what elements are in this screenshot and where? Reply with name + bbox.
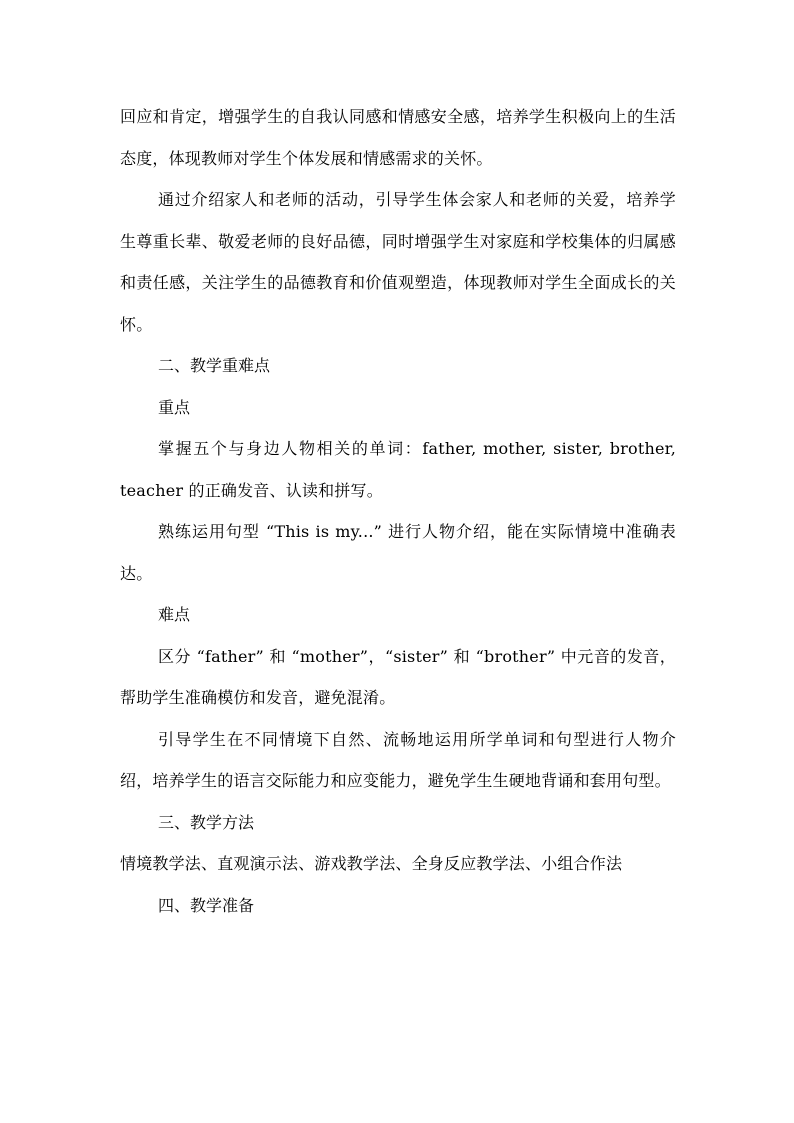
paragraph-affirmation: 回应和肯定，增强学生的自我认同感和情感安全感，培养学生积极向上的生活态度，体现教师对学生个体发展和情感需求的关怀。	[120, 107, 676, 168]
section-heading-teaching-methods: 三、教学方法	[158, 812, 255, 832]
document-body	[120, 96, 676, 926]
paragraph-teaching-methods-list: 情境教学法、直观演示法、游戏教学法、全身反应教学法、小组合作法	[120, 854, 623, 873]
subheading-difficult-points: 难点	[158, 605, 191, 624]
section-heading-key-difficult-points: 二、教学重难点	[158, 356, 271, 375]
subheading-key-points: 重点	[158, 397, 191, 417]
paragraph-vowel-distinction: 区分 “father” 和 “mother”，“sister” 和 “brother” 中元音的发音，帮助学生准确模仿和发音，避免混淆。	[120, 646, 676, 707]
paragraph-sentence-pattern: 熟练运用句型 “This is my...” 进行人物介绍，能在实际情境中准确表达。	[120, 522, 676, 583]
paragraph-vocabulary: 掌握五个与身边人物相关的单词：father, mother, sister, brother, teacher 的正确发音、认读和拼写。	[120, 439, 676, 500]
section-heading-teaching-preparation: 四、教学准备	[158, 895, 255, 915]
paragraph-family-teacher-care: 通过介绍家人和老师的活动，引导学生体会家人和老师的关爱，培养学生尊重长辈、敬爱老师的良好品德，同时增强学生对家庭和学校集体的归属感和责任感，关注学生的品德教育和价值观塑造，体现教师对学生全面成长的关怀。	[120, 190, 676, 334]
paragraph-natural-usage: 引导学生在不同情境下自然、流畅地运用所学单词和句型进行人物介绍，培养学生的语言交际能力和应变能力，避免学生生硬地背诵和套用句型。	[120, 729, 676, 790]
